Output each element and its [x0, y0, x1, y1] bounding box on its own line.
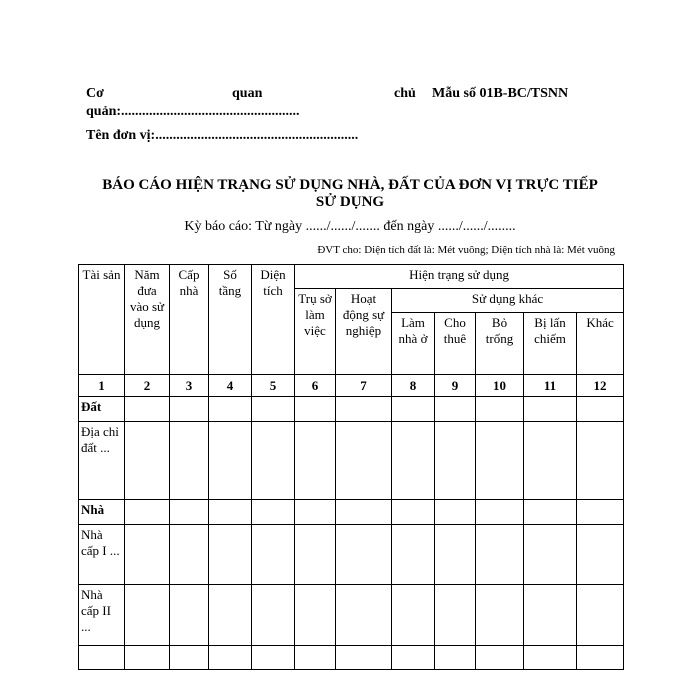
- header-nam-dua-vao-su-dung: Năm đưa vào sử dụng: [125, 265, 170, 375]
- asset-status-table: [78, 264, 624, 670]
- header-hien-trang-su-dung: Hiện trạng sử dụng: [295, 265, 624, 289]
- header-tai-san: Tài sản: [79, 265, 125, 375]
- table-row: [79, 646, 624, 670]
- col-number: 12: [577, 375, 624, 397]
- row-dia-chi-dat: Địa chỉ đất ...: [79, 422, 125, 500]
- agency-label-word2: quan: [232, 86, 263, 101]
- header-dien-tich: Diện tích: [252, 265, 295, 375]
- header-cho-thue: Cho thuê: [435, 313, 476, 375]
- col-number: 9: [435, 375, 476, 397]
- header-cap-nha: Cấp nhà: [170, 265, 209, 375]
- header-khac: Khác: [577, 313, 624, 375]
- report-title: [0, 177, 700, 211]
- header-bi-lan-chiem: Bị lấn chiếm: [524, 313, 577, 375]
- unit-note: ĐVT cho: Diện tích đất là: Mét vuông; Diện tích nhà là: Mét vuông: [317, 244, 615, 256]
- agency-label-word1: Cơ: [86, 86, 104, 101]
- col-number: 11: [524, 375, 577, 397]
- col-number: 3: [170, 375, 209, 397]
- col-number: 4: [209, 375, 252, 397]
- col-number: 6: [295, 375, 336, 397]
- row-nha-cap-1: Nhà cấp I ...: [79, 525, 125, 585]
- table-row: [79, 397, 624, 422]
- header-lam-nha-o: Làm nhà ở: [392, 313, 435, 375]
- unit-name-label: Tên đơn vị:..........................................................: [86, 128, 359, 143]
- col-number: 7: [336, 375, 392, 397]
- column-number-row: [79, 375, 624, 397]
- agency-line2: quản:...................................................: [86, 104, 300, 119]
- report-period: Kỳ báo cáo: Từ ngày ....../....../....... đến ngày ....../....../........: [184, 219, 516, 234]
- header-bo-trong: Bỏ trống: [476, 313, 524, 375]
- form-number: Mẫu số 01B-BC/TSNN: [432, 86, 569, 101]
- table-row: [79, 585, 624, 646]
- col-number: 2: [125, 375, 170, 397]
- header-su-dung-khac: Sử dụng khác: [392, 289, 624, 313]
- report-title-line1: BÁO CÁO HIỆN TRẠNG SỬ DỤNG NHÀ, ĐẤT CỦA ĐƠN VỊ TRỰC TIẾP: [102, 177, 598, 193]
- table-row: [79, 525, 624, 585]
- col-number: 8: [392, 375, 435, 397]
- row-nha: Nhà: [79, 500, 125, 525]
- col-number: 5: [252, 375, 295, 397]
- row-nha-cap-2: Nhà cấp II ...: [79, 585, 125, 646]
- table-row: [79, 500, 624, 525]
- table-row: [79, 422, 624, 500]
- row-dat: Đất: [79, 397, 125, 422]
- col-number: 10: [476, 375, 524, 397]
- header-so-tang: Số tầng: [209, 265, 252, 375]
- agency-label-word3: chủ: [394, 86, 416, 101]
- col-number: 1: [79, 375, 125, 397]
- header-tru-so-lam-viec: Trụ sở làm việc: [295, 289, 336, 375]
- header-hoat-dong-su-nghiep: Hoạt động sự nghiệp: [336, 289, 392, 375]
- report-title-line2: SỬ DỤNG: [315, 194, 385, 210]
